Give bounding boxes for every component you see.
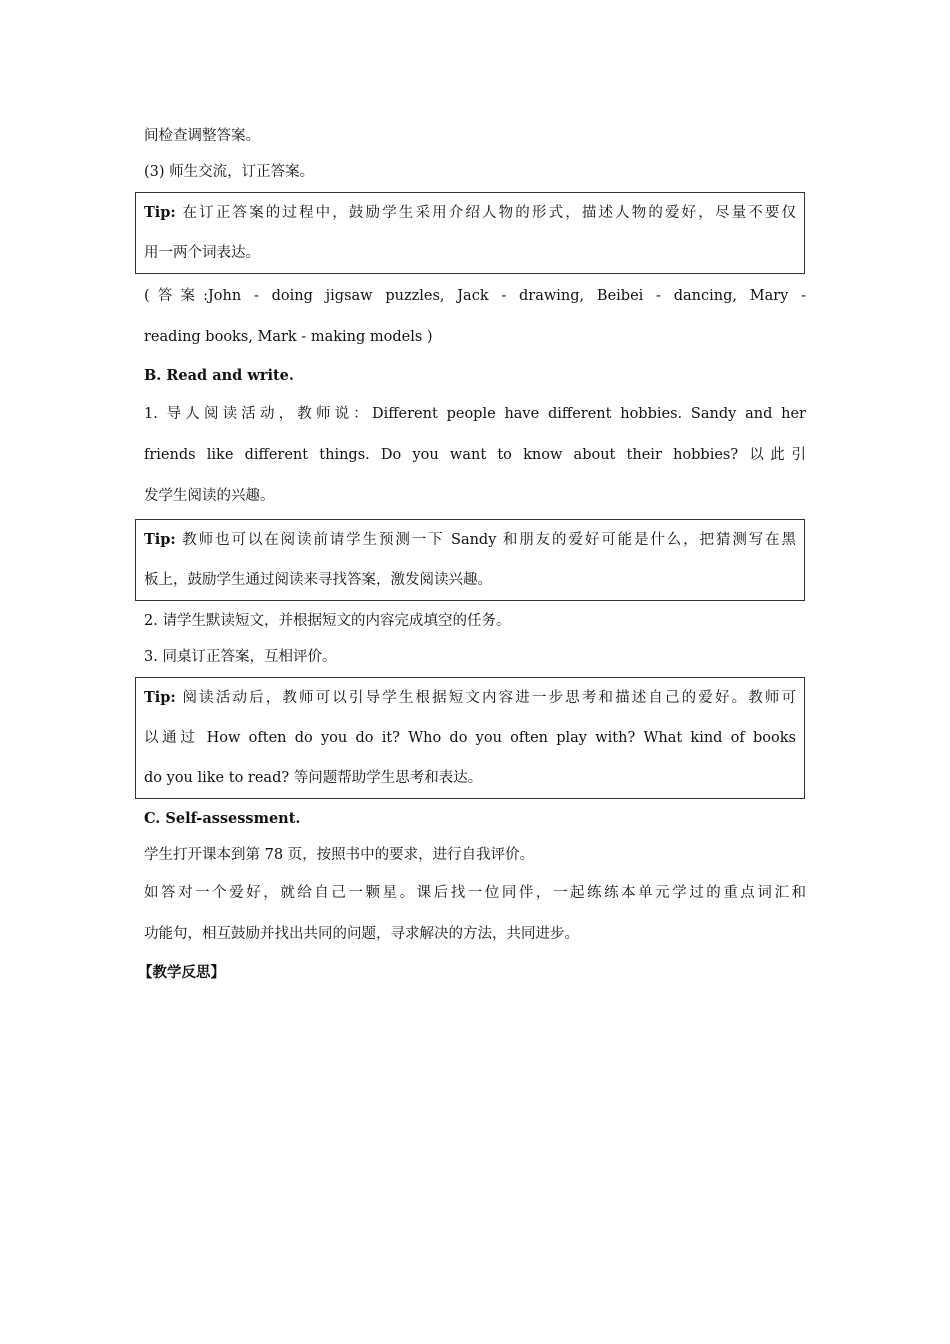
section-c-line-1: 学生打开课本到第 78 页，按照书中的要求，进行自我评价。 (144, 847, 535, 863)
section-b-step1-line-1: 1. 导人阅读活动，教师说：Different people have different hobbies. Sandy and her (144, 406, 806, 422)
section-c-line-3: 功能句，相互鼓励并找出共同的问题，寻求解决的方法，共同进步。 (144, 926, 579, 942)
tip-3-line-1 (144, 678, 796, 718)
tip-box-2 (135, 519, 805, 601)
tip-1-line-1 (144, 193, 796, 233)
document-page (138, 118, 806, 991)
answers-line-2: reading books, Mark - making models ) (144, 329, 433, 345)
section-b-step1-line-2: friends like different things. Do you want to know about their hobbies? 以此引 (144, 447, 806, 463)
section-c-title: C. Self-assessment. (144, 810, 301, 827)
tip-2-label: Tip: (144, 531, 176, 548)
tip-3-line-2: 以通过 How often do you do it? Who do you often play with? What kind of books (144, 730, 796, 746)
tip-box-1 (135, 192, 805, 274)
tip-1-line-2: 用一两个词表达。 (144, 245, 260, 261)
reflection-title: 【教学反思】 (138, 964, 225, 981)
tip-1-text-1: 在订正答案的过程中，鼓励学生采用介绍人物的形式，描述人物的爱好，尽量不要仅 (175, 205, 796, 221)
step-3: 3. 同桌订正答案，互相评价。 (144, 649, 337, 665)
tip-3-line-3: do you like to read? 等问题帮助学生思考和表达。 (144, 770, 483, 786)
tip-box-3 (135, 677, 805, 799)
tip-2-line-2: 板上，鼓励学生通过阅读来寻找答案，激发阅读兴趣。 (144, 572, 492, 588)
tip-1-label: Tip: (144, 204, 176, 221)
tip-3-text-1: 阅读活动后，教师可以引导学生根据短文内容进一步思考和描述自己的爱好。教师可 (175, 690, 796, 706)
intro-line-1: 间检查调整答案。 (144, 128, 260, 144)
answers-line-1: (答案:John - doing jigsaw puzzles, Jack - drawing, Beibei - dancing, Mary - (144, 288, 806, 304)
section-c-line-2: 如答对一个爱好，就给自己一颗星。课后找一位同伴，一起练练本单元学过的重点词汇和 (144, 885, 806, 901)
tip-2-line-1 (144, 520, 796, 560)
tip-3-label: Tip: (144, 689, 176, 706)
section-b-step1-line-3: 发学生阅读的兴趣。 (144, 488, 275, 504)
step-2: 2. 请学生默读短文，并根据短文的内容完成填空的任务。 (144, 613, 511, 629)
section-b-title: B. Read and write. (144, 367, 294, 384)
tip-2-text-1: 教师也可以在阅读前请学生预测一下 Sandy 和朋友的爱好可能是什么，把猜测写在黑 (175, 532, 796, 548)
intro-line-2: (3) 师生交流，订正答案。 (144, 164, 315, 180)
